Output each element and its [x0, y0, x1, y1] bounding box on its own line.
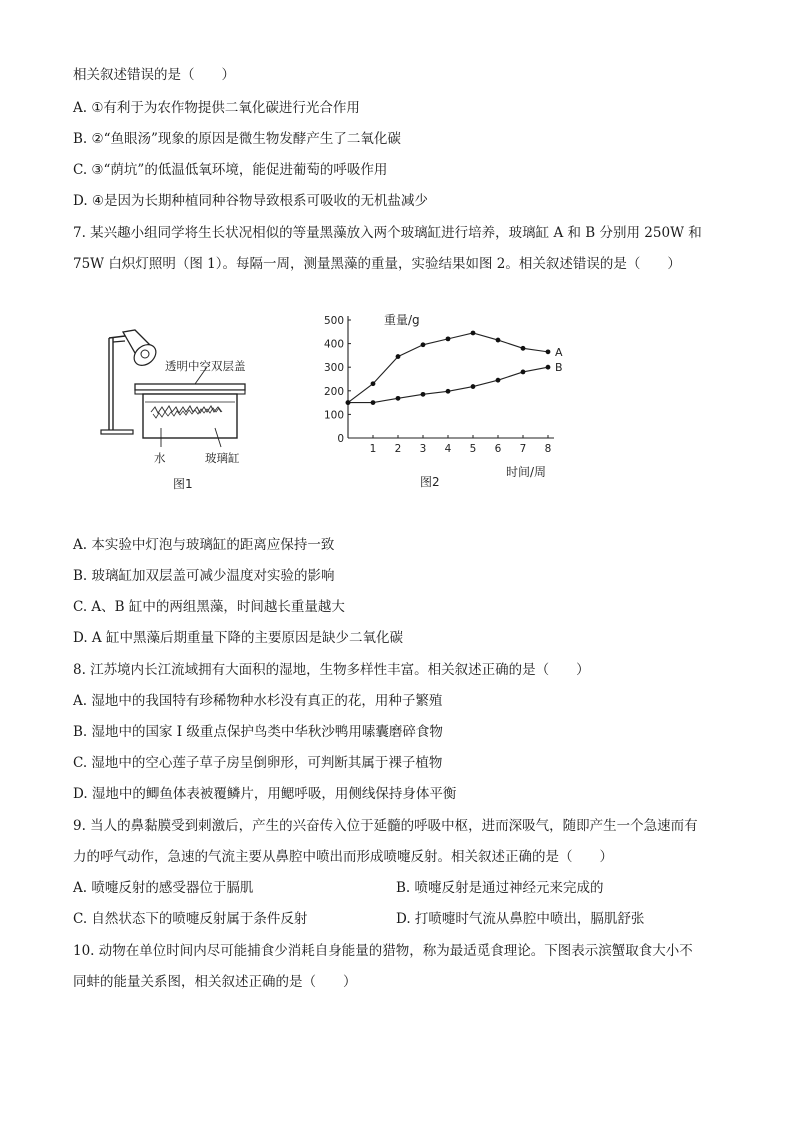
figure-2-caption: 图2	[420, 475, 440, 489]
q6-option-a: A. ①有利于为农作物提供二氧化碳进行光合作用	[73, 100, 360, 116]
x-tick-label: 8	[544, 443, 552, 455]
y-tick-label: 300	[323, 362, 344, 375]
figure-2-line-chart	[320, 308, 580, 498]
x-tick-label: 6	[494, 443, 502, 455]
q6-option-c: C. ③“荫坑”的低温低氧环境，能促进葡萄的呼吸作用	[73, 162, 388, 178]
x-tick-label: 2	[394, 443, 402, 455]
data-point-B	[496, 378, 501, 383]
x-tick-label: 5	[469, 443, 477, 455]
data-point-B	[396, 396, 401, 401]
x-tick-label: 7	[519, 443, 527, 455]
q6-stem-tail: 相关叙述错误的是（ ）	[73, 67, 235, 83]
q9-option-c: C. 自然状态下的喷嚏反射属于条件反射	[73, 911, 308, 927]
chart-y-axis-label: 重量/g	[384, 313, 420, 327]
data-point-A	[371, 381, 376, 386]
x-tick-label: 3	[419, 443, 427, 455]
q7-stem-line1: 7. 某兴趣小组同学将生长状况相似的等量黑藻放入两个玻璃缸进行培养，玻璃缸 A 和 B 分别用 250W 和	[73, 225, 702, 241]
q6-option-b: B. ②“鱼眼汤”现象的原因是微生物发酵产生了二氧化碳	[73, 131, 401, 147]
q9-stem-line1: 9. 当人的鼻黏膜受到刺激后，产生的兴奋传入位于延髓的呼吸中枢，进而深吸气，随即产生一个急速而有	[73, 818, 698, 834]
data-point-A	[521, 346, 526, 351]
data-point-A	[421, 342, 426, 347]
data-point-B	[546, 365, 551, 370]
figure-1-apparatus	[95, 322, 285, 492]
chart-series	[346, 331, 563, 405]
q7-stem-line2: 75W 白炽灯照明（图 1）。每隔一周，测量黑藻的重量，实验结果如图 2。相关叙述错误的是（ ）	[73, 256, 681, 272]
data-point-B	[421, 392, 426, 397]
q10-stem-line2: 同蚌的能量关系图，相关叙述正确的是（ ）	[73, 974, 357, 990]
q9-option-b: B. 喷嚏反射是通过神经元来完成的	[396, 880, 604, 896]
y-tick-label: 200	[323, 385, 344, 398]
lamp-base	[101, 430, 133, 434]
lid-label: 透明中空双层盖	[165, 359, 246, 373]
double-lid	[135, 384, 245, 390]
q8-option-b: B. 湿地中的国家 I 级重点保护鸟类中华秋沙鸭用嗉囊磨碎食物	[73, 724, 443, 740]
x-tick-label: 4	[444, 443, 452, 455]
data-point-A	[496, 338, 501, 343]
y-tick-label: 500	[323, 315, 344, 327]
q7-option-b: B. 玻璃缸加双层盖可减少温度对实验的影响	[73, 568, 335, 584]
q9-stem-line2: 力的呼气动作，急速的气流主要从鼻腔中喷出而形成喷嚏反射。相关叙述正确的是（ ）	[73, 849, 613, 865]
data-point-A	[396, 354, 401, 359]
series-line-B	[348, 367, 548, 402]
x-tick-label: 1	[369, 443, 377, 455]
q9-option-d: D. 打喷嚏时气流从鼻腔中喷出，膈肌舒张	[396, 911, 645, 927]
lamp-bulb-icon	[123, 330, 160, 370]
data-point-A	[546, 349, 551, 354]
series-label-B: B	[555, 361, 563, 375]
q7-option-a: A. 本实验中灯泡与玻璃缸的距离应保持一致	[73, 537, 335, 553]
y-tick-label: 0	[337, 433, 344, 445]
series-label-A: A	[555, 345, 563, 359]
tank-label: 玻璃缸	[205, 451, 240, 465]
q6-option-d: D. ④是因为长期种植同种谷物导致根系可吸收的无机盐减少	[73, 193, 429, 209]
q7-option-c: C. A、B 缸中的两组黑藻，时间越长重量越大	[73, 599, 345, 615]
q8-stem: 8. 江苏境内长江流域拥有大面积的湿地，生物多样性丰富。相关叙述正确的是（ ）	[73, 662, 590, 678]
chart-x-axis-label: 时间/周	[506, 465, 547, 479]
y-tick-label: 100	[323, 409, 344, 422]
data-point-B	[346, 400, 351, 405]
chart-ticks	[324, 315, 551, 455]
data-point-B	[371, 400, 376, 405]
data-point-B	[521, 370, 526, 375]
water-label: 水	[154, 451, 166, 465]
q7-option-d: D. A 缸中黑藻后期重量下降的主要原因是缺少二氧化碳	[73, 630, 403, 646]
data-point-B	[471, 384, 476, 389]
figure-1-caption: 图1	[173, 477, 193, 491]
y-tick-label: 400	[323, 338, 344, 351]
data-point-A	[471, 331, 476, 336]
lamp-arm	[109, 336, 125, 338]
data-point-B	[446, 389, 451, 394]
q8-option-d: D. 湿地中的鲫鱼体表被覆鳞片，用鳃呼吸，用侧线保持身体平衡	[73, 786, 457, 802]
q9-option-a: A. 喷嚏反射的感受器位于膈肌	[73, 880, 254, 896]
q8-option-a: A. 湿地中的我国特有珍稀物种水杉没有真正的花，用种子繁殖	[73, 693, 443, 709]
q10-stem-line1: 10. 动物在单位时间内尽可能捕食少消耗自身能量的猎物，称为最适觅食理论。下图表示滨蟹取食大小不	[73, 943, 693, 959]
q8-option-c: C. 湿地中的空心莲子草子房呈倒卵形，可判断其属于裸子植物	[73, 755, 443, 771]
data-point-A	[446, 336, 451, 341]
